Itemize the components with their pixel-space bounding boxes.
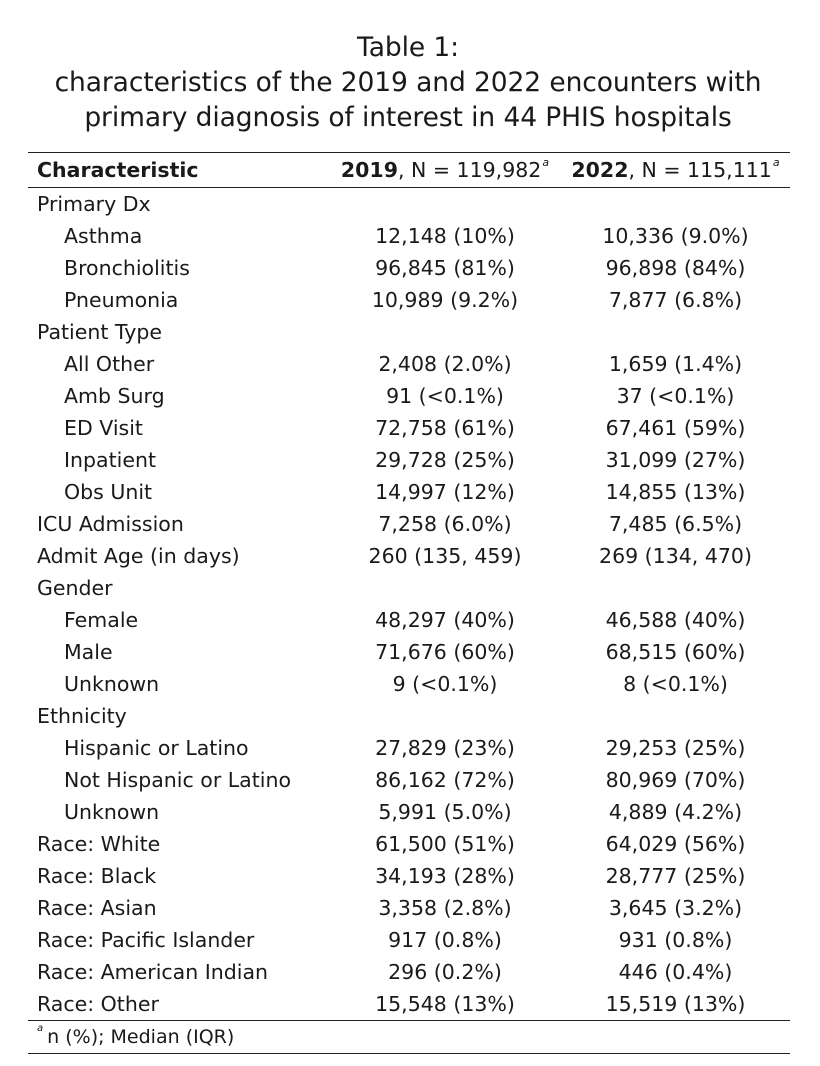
header-2022-n: , N = 115,111 [628, 158, 772, 182]
value-2019: 34,193 (28%) [375, 864, 515, 888]
row-label: Amb Surg [64, 384, 165, 408]
row-label: ICU Admission [37, 512, 184, 536]
footnote-row [28, 1021, 790, 1054]
table-title [0, 30, 816, 135]
footnote-text: n (%); Median (IQR) [47, 1026, 235, 1048]
value-2022 [561, 700, 790, 732]
row-label: Asthma [64, 224, 143, 248]
table-row [28, 316, 790, 348]
table-row [28, 956, 790, 988]
value-2022 [561, 572, 790, 604]
header-2019-year: 2019 [340, 158, 398, 182]
value-2022: 31,099 (27%) [605, 448, 746, 472]
header-2019-footnote-marker: a [542, 156, 550, 169]
value-2019: 86,162 (72%) [375, 768, 515, 792]
header-2019-n: , N = 119,982 [397, 158, 542, 182]
value-2019: 15,548 (13%) [329, 988, 561, 1021]
value-2022: 446 (0.4%) [618, 960, 733, 984]
characteristics-table [28, 152, 790, 1054]
value-2019 [329, 700, 561, 732]
row-label: Race: Asian [37, 896, 157, 920]
value-2019: 48,297 (40%) [375, 608, 515, 632]
value-2022: 29,253 (25%) [605, 736, 746, 760]
table-row [28, 668, 790, 700]
row-label: Pneumonia [64, 288, 179, 312]
row-label: ED Visit [64, 416, 143, 440]
value-2022: 15,519 (13%) [561, 988, 790, 1021]
table-row [28, 572, 790, 604]
value-2022 [561, 316, 790, 348]
row-label: Gender [37, 576, 113, 600]
value-2019: 7,258 (6.0%) [378, 512, 512, 536]
value-2022: 28,777 (25%) [605, 864, 746, 888]
value-2022: 1,659 (1.4%) [608, 352, 743, 376]
value-2019: 61,500 (51%) [375, 832, 515, 856]
table-body [28, 188, 790, 1021]
table-row [28, 220, 790, 252]
table-footer [28, 1021, 790, 1054]
table-row [28, 188, 790, 221]
row-label: Race: Other [28, 988, 329, 1021]
value-2019: 296 (0.2%) [388, 960, 502, 984]
value-2022: 14,855 (13%) [605, 480, 746, 504]
value-2019: 260 (135, 459) [368, 544, 522, 568]
table-row [28, 828, 790, 860]
table-row [28, 412, 790, 444]
table-row [28, 508, 790, 540]
value-2019: 27,829 (23%) [375, 736, 515, 760]
table-row [28, 252, 790, 284]
value-2019: 72,758 (61%) [375, 416, 515, 440]
table-row [28, 540, 790, 572]
table-row [28, 924, 790, 956]
value-2019: 91 (<0.1%) [386, 384, 504, 408]
value-2022: 4,889 (4.2%) [608, 800, 743, 824]
table-row [28, 764, 790, 796]
value-2022: 67,461 (59%) [605, 416, 746, 440]
table-row [28, 636, 790, 668]
row-label: Unknown [64, 800, 160, 824]
table-row [28, 796, 790, 828]
row-label: Inpatient [64, 448, 156, 472]
value-2022 [561, 188, 790, 221]
value-2019: 71,676 (60%) [375, 640, 515, 664]
table-row [28, 444, 790, 476]
row-label: Admit Age (in days) [37, 544, 240, 568]
table-row [28, 700, 790, 732]
title-line-3: primary diagnosis of interest in 44 PHIS hospitals [84, 102, 732, 133]
table-row [28, 988, 790, 1021]
header-row [28, 153, 790, 188]
row-label: Race: Pacific Islander [37, 928, 255, 952]
row-label: Hispanic or Latino [64, 736, 249, 760]
value-2019: 9 (<0.1%) [392, 672, 498, 696]
value-2022: 46,588 (40%) [605, 608, 746, 632]
row-label: Obs Unit [64, 480, 153, 504]
row-label: Bronchiolitis [64, 256, 190, 280]
title-line-2: characteristics of the 2019 and 2022 encounters with [54, 67, 762, 98]
table-row [28, 380, 790, 412]
value-2019: 14,997 (12%) [375, 480, 515, 504]
table-row [28, 860, 790, 892]
value-2022: 8 (<0.1%) [623, 672, 728, 696]
table-row [28, 348, 790, 380]
footnote-marker: a [37, 1023, 44, 1034]
row-label: All Other [64, 352, 155, 376]
value-2022: 64,029 (56%) [605, 832, 746, 856]
value-2019 [329, 188, 561, 221]
value-2019: 2,408 (2.0%) [378, 352, 512, 376]
row-label: Primary Dx [37, 192, 151, 216]
table-row [28, 476, 790, 508]
value-2019: 10,989 (9.2%) [371, 288, 519, 312]
value-2022: 7,877 (6.8%) [608, 288, 743, 312]
value-2019 [329, 316, 561, 348]
row-label: Not Hispanic or Latino [64, 768, 292, 792]
value-2022: 96,898 (84%) [605, 256, 746, 280]
value-2022: 10,336 (9.0%) [602, 224, 749, 248]
header-2019 [329, 153, 561, 188]
value-2022: 269 (134, 470) [599, 544, 752, 568]
value-2022: 931 (0.8%) [618, 928, 733, 952]
row-label: Race: White [37, 832, 161, 856]
header-characteristic: Characteristic [37, 158, 199, 182]
header-2022-year: 2022 [571, 158, 629, 182]
value-2019: 917 (0.8%) [388, 928, 502, 952]
title-line-1: Table 1: [357, 32, 459, 63]
row-label: Race: Black [37, 864, 157, 888]
value-2022: 68,515 (60%) [605, 640, 746, 664]
row-label: Patient Type [37, 320, 162, 344]
value-2022: 80,969 (70%) [605, 768, 746, 792]
footnote [28, 1021, 790, 1054]
table-row [28, 604, 790, 636]
row-label: Ethnicity [37, 704, 127, 728]
table-row [28, 732, 790, 764]
table-header [28, 153, 790, 188]
table-row [28, 284, 790, 316]
value-2022: 3,645 (3.2%) [608, 896, 743, 920]
value-2022: 37 (<0.1%) [616, 384, 735, 408]
row-label: Female [64, 608, 139, 632]
value-2019: 5,991 (5.0%) [378, 800, 512, 824]
row-label: Unknown [64, 672, 160, 696]
value-2019: 3,358 (2.8%) [378, 896, 512, 920]
value-2022: 7,485 (6.5%) [608, 512, 743, 536]
row-label: Race: American Indian [37, 960, 269, 984]
value-2019 [329, 572, 561, 604]
value-2019: 29,728 (25%) [375, 448, 515, 472]
header-2022 [561, 153, 790, 188]
table-row [28, 892, 790, 924]
value-2019: 12,148 (10%) [375, 224, 515, 248]
row-label: Male [64, 640, 113, 664]
header-2022-footnote-marker: a [772, 156, 780, 169]
value-2019: 96,845 (81%) [375, 256, 515, 280]
